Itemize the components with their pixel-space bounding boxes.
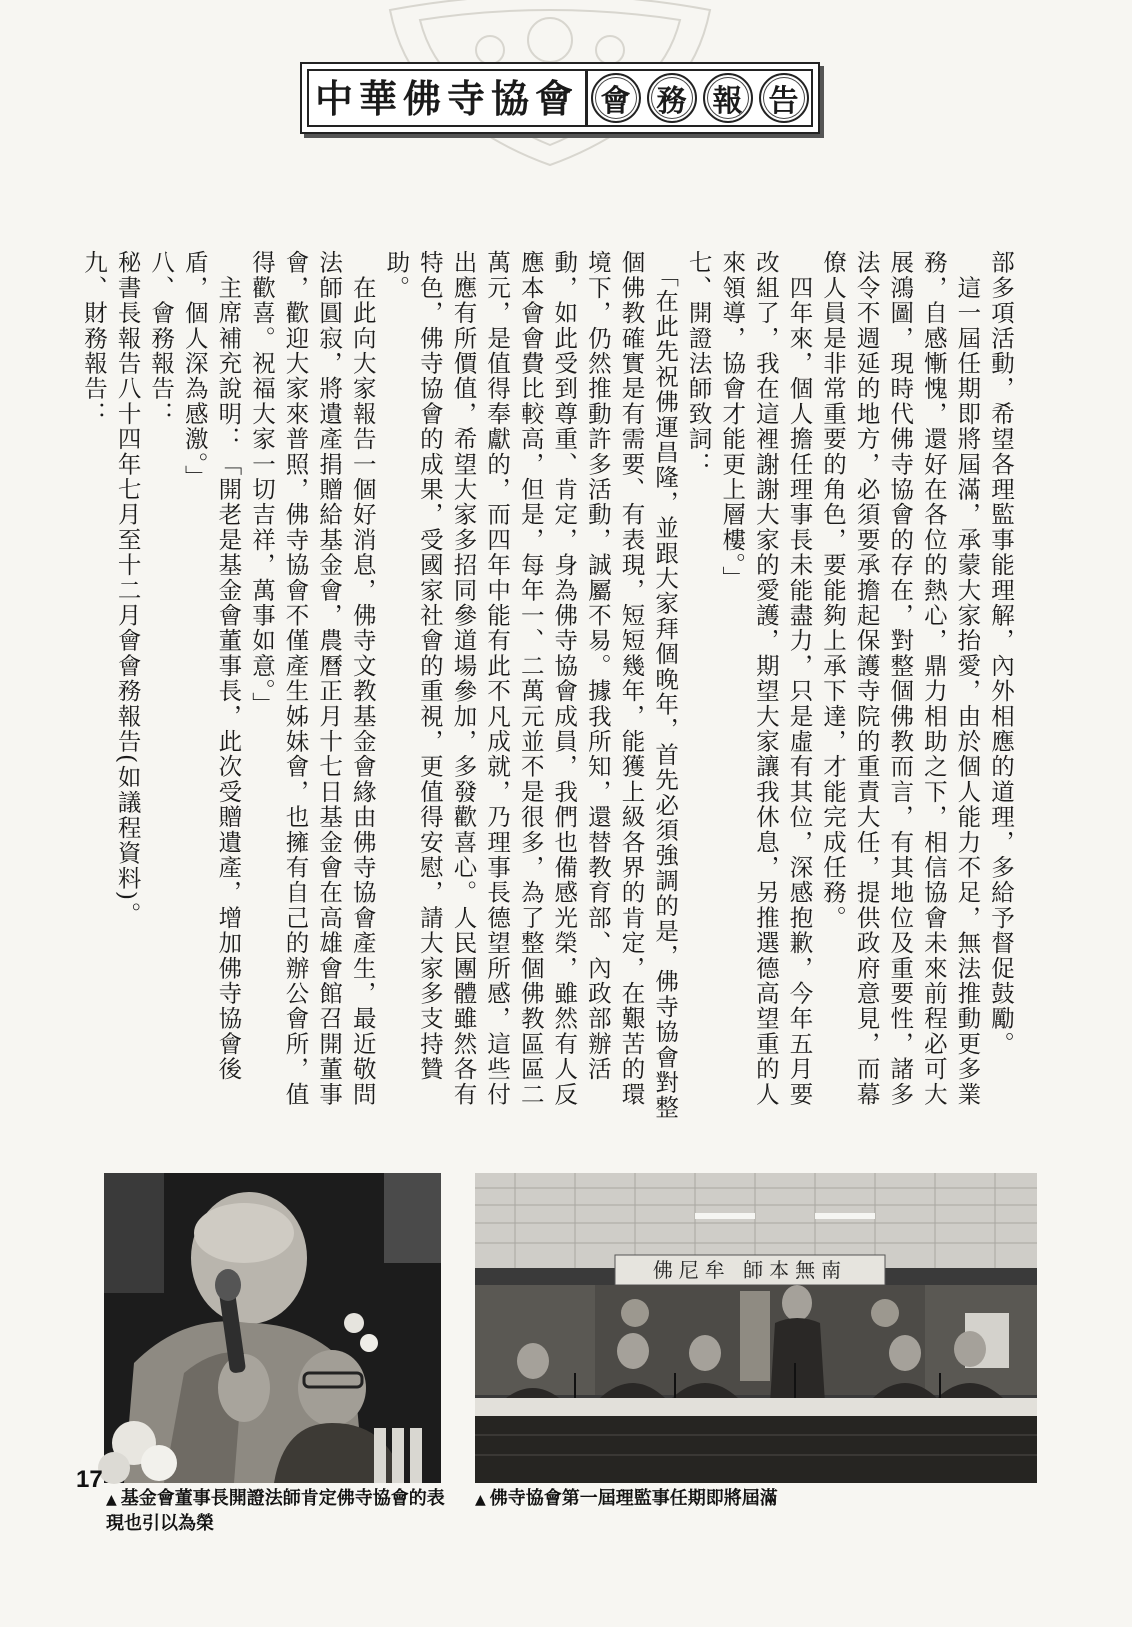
paragraph: 部多項活動，希望各理監事能理解，內外相應的道理，多給予督促鼓勵。 [987,250,1015,1057]
page-number: 17 [76,1466,103,1493]
association-name: 中華佛寺協會 [309,71,588,125]
report-char: 報 [703,73,753,123]
photo-caption-right: ▲ 佛寺協會第一屆理監事任期即將屆滿 [475,1488,778,1509]
section-heading: 八、會務報告： [147,250,176,427]
report-char: 務 [647,73,697,123]
paragraph: 在此向大家報告一個好消息，佛寺文教基金會緣由佛寺協會產生，最近敬問法師圓寂，將遺產捐贈給基金會，農曆正月十七日基金會在高雄會館召開董事會，歡迎大家來普照，佛寺協會不僅產生姊妹會，也擁有自己的辦公會所，值得歡喜。祝福大家一切吉祥，萬事如意。」 [247,250,377,1107]
section-header-banner [300,62,820,134]
paragraph: 這一屆任期即將屆滿，承蒙大家抬愛，由於個人能力不足，無法推動更多業務，自感慚愧，還好在各位的熱心，鼎力相助之下，相信協會未來前程必可大展鴻圖，現時代佛寺協會的存在，對整個佛教而言，有其地位及重要性，諸多法令不週延的地方，必須要承擔起保護寺院的重責大任，提供政府意見，而幕僚人員是非常重要的角色，要能夠上承下達，才能完成任務。 [819,250,982,1107]
paragraph: 「在此先祝佛運昌隆，並跟大家拜個晚年，首先必須強調的是，佛寺協會對整個佛教確實是有需要、有表現，短短幾年，能獲上級各界的肯定，在艱苦的環境下，仍然推動許多活動，誠屬不易。據我所知，還替教育部、內政部辦活動，如此受到尊重、肯定，身為佛寺協會成員，我們也備感光榮，雖然有人反應本會會費比較高，但是，每年一、二萬元並不是很多，為了整個佛教區區二萬元，是值得奉獻的，而四年中能有此不凡成就，乃理事長德望所感，這些付出應有所價值，希望大家多招同參道場參加，多發歡喜心。人民團體雖然各有特色，佛寺協會的成果，受國家社會的重視，更值得安慰，請大家多支持贊助。 [382,250,680,1121]
triangle-icon: ▲ [475,1492,486,1508]
paragraph: 主席補充說明：「開老是基金會董事長，此次受贈遺產，增加佛寺協會後盾，個人深為感激。」 [180,250,243,1082]
section-heading: 七、開證法師致詞： [684,250,713,477]
triangle-icon: ▲ [106,1492,117,1508]
article-body [79,250,1017,1130]
report-title [588,73,811,123]
paragraph: 四年來，個人擔任理事長未能盡力，只是虛有其位，深感抱歉，今年五月要改組了，我在這裡謝謝大家的愛護，期望大家讓我休息，另推選德高望重的人來領導，協會才能更上層樓。」 [718,250,814,1107]
section-heading: 九、財務報告： [79,250,108,427]
paragraph: 秘書長報告八十四年七月至十二月會會務報告(如議程資料)。 [113,250,142,927]
report-char: 會 [591,73,641,123]
photo-caption-left: ▲ 基金會董事長開證法師肯定佛寺協會的表現也引以為榮 [106,1488,445,1534]
photo-meeting-head-table [475,1173,1037,1483]
report-char: 告 [759,73,809,123]
hall-banner-text: 佛尼牟 師本無南 [652,1258,848,1282]
photo-monk-speaking [104,1173,441,1483]
